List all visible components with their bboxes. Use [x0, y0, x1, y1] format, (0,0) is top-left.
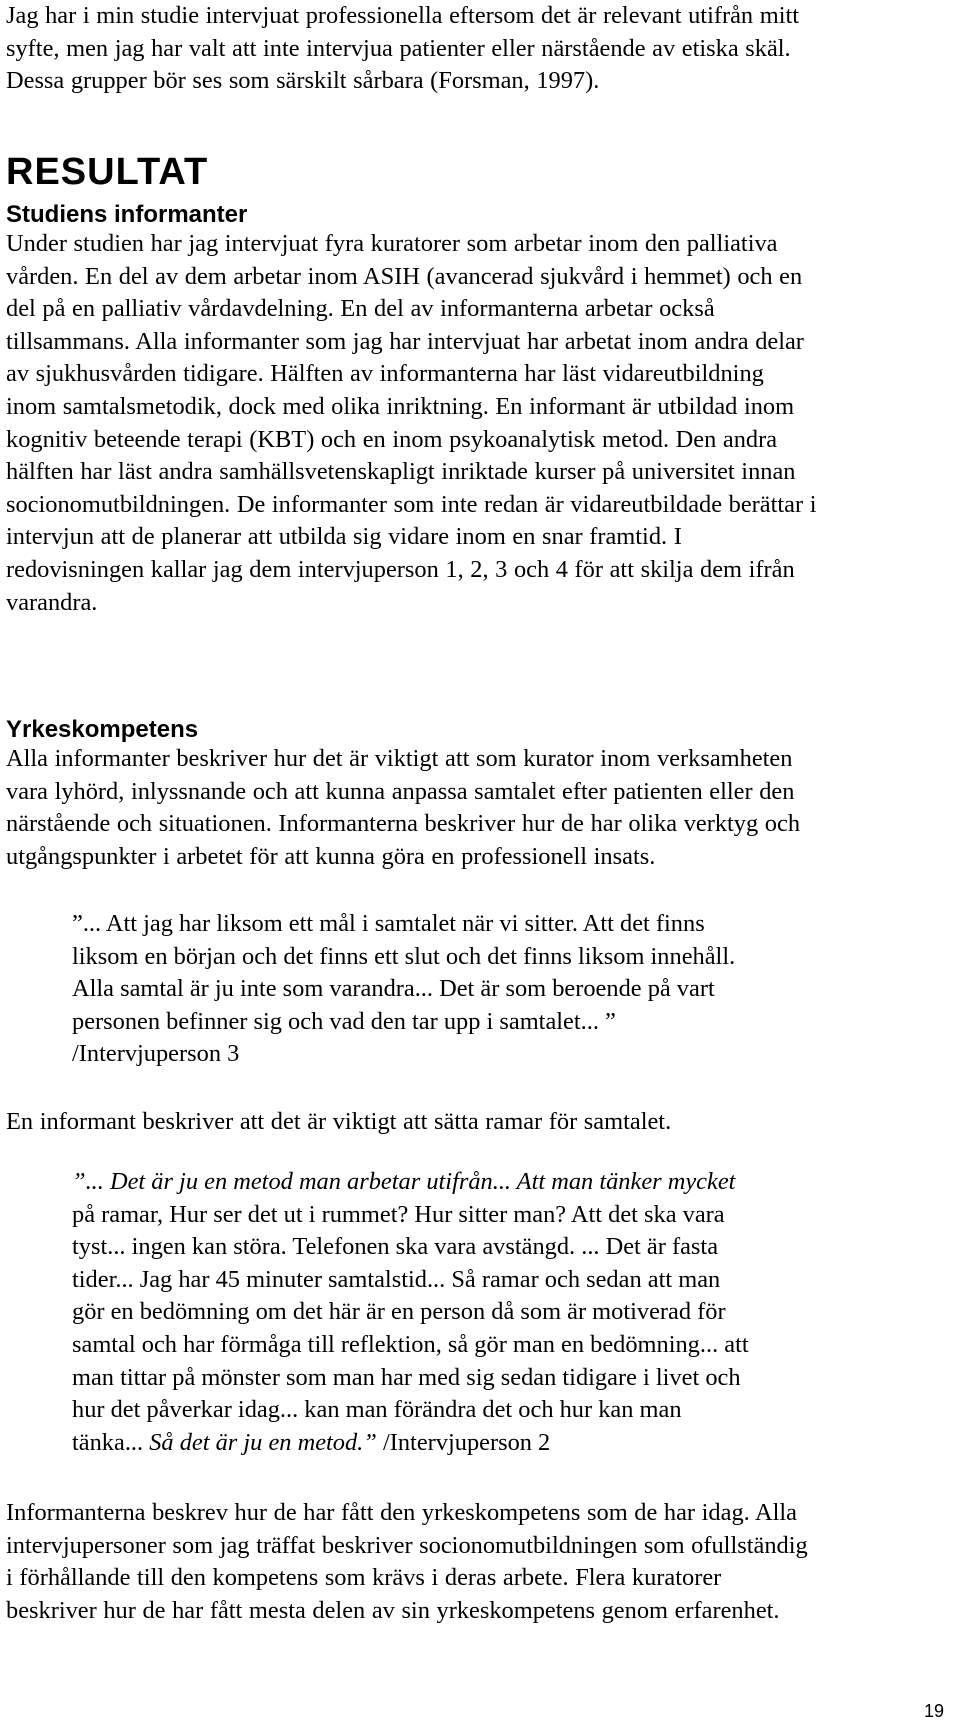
closing-paragraph — [6, 1497, 808, 1627]
text-line: av sjukhusvården tidigare. Hälften av informanterna har läst vidareutbildning — [6, 360, 764, 388]
text-line: Under studien har jag intervjuat fyra kuratorer som arbetar inom den palliativa — [6, 230, 778, 257]
quote-line: Alla samtal är ju inte som varandra... Det är som beroende på vart — [72, 975, 715, 1003]
quote-text: tänka... — [72, 1428, 150, 1456]
quote-line: på ramar, Hur ser det ut i rummet? Hur sitter man? Att det ska vara — [72, 1200, 725, 1228]
text-line: utgångspunkter i arbetet för att kunna göra en professionell insats. — [6, 842, 656, 870]
text-line: vården. En del av dem arbetar inom ASIH (avancerad sjukvård i hemmet) och en — [6, 262, 803, 290]
text-line: del på en palliativ vårdavdelning. En del av informanterna arbetar också — [6, 295, 715, 323]
text-line: intervjupersoner som jag träffat beskriver socionomutbildningen som ofullständig — [6, 1531, 808, 1559]
quote-line: tyst... ingen kan störa. Telefonen ska vara avstängd. ... Det är fasta — [72, 1233, 719, 1261]
quote-intervjuperson-2 — [72, 1166, 749, 1459]
text-line: En informant beskriver att det är viktigt att sätta ramar för samtalet. — [6, 1108, 672, 1135]
text-line: vara lyhörd, inlyssnande och att kunna anpassa samtalet efter patienten eller den — [6, 777, 795, 805]
intro-paragraph — [6, 0, 799, 98]
ramar-intro-paragraph — [6, 1106, 671, 1139]
text-line: intervjun att de planerar att utbilda sig vidare inom en snar framtid. I — [6, 523, 682, 551]
quote-line: tider... Jag har 45 minuter samtalstid... Så ramar och sedan att man — [72, 1265, 721, 1293]
text-line: i förhållande till den kompetens som krävs i deras arbete. Flera kuratorer — [6, 1564, 722, 1592]
yrkeskompetens-paragraph — [6, 743, 800, 873]
quote-attribution: /Intervjuperson 2 — [382, 1428, 551, 1456]
subheading-yrkeskompetens: Yrkeskompetens — [6, 716, 199, 743]
quote-line: personen befinner sig och vad den tar upp i samtalet... ” — [72, 1007, 616, 1035]
text-line: kognitiv beteende terapi (KBT) och en inom psykoanalytisk metod. Den andra — [6, 425, 778, 453]
quote-line: samtal och har förmåga till reflektion, så gör man en bedömning... att — [72, 1330, 749, 1358]
text-line: varandra. — [6, 588, 98, 616]
subheading-studiens-informanter: Studiens informanter — [6, 201, 248, 228]
quote-line: hur det påverkar idag... kan man förändra det och hur kan man — [72, 1396, 682, 1424]
quote-line: liksom en början och det finns ett slut och det finns liksom innehåll. — [72, 942, 736, 970]
quote-attribution: /Intervjuperson 3 — [72, 1040, 240, 1068]
quote-line: ”... Att jag har liksom ett mål i samtalet när vi sitter. Att det finns — [72, 910, 705, 937]
section-heading-resultat: RESULTAT — [6, 151, 209, 193]
quote-intervjuperson-3 — [72, 908, 735, 1071]
quote-line: gör en bedömning om det här är en person då som är motiverad för — [72, 1298, 726, 1326]
text-line: inom samtalsmetodik, dock med olika inriktning. En informant är utbildad inom — [6, 392, 795, 420]
text-line: redovisningen kallar jag dem intervjuperson 1, 2, 3 och 4 för att skilja dem ifrån — [6, 555, 795, 583]
text-line: socionomutbildningen. De informanter som inte redan är vidareutbildade berättar i — [6, 490, 817, 518]
text-line: Alla informanter beskriver hur det är viktigt att som kurator inom verksamheten — [6, 745, 793, 772]
text-line: Jag har i min studie intervjuat professionella eftersom det är relevant utifrån mitt — [6, 2, 800, 29]
quote-last-line — [72, 1427, 749, 1460]
text-line: tillsammans. Alla informanter som jag har intervjuat har arbetat inom andra delar — [6, 327, 804, 355]
quote-line: ”... Det är ju en metod man arbetar utifrån... Att man tänker mycket — [72, 1168, 736, 1195]
text-line: närstående och situationen. Informanterna beskriver hur de har olika verktyg och — [6, 810, 801, 838]
text-line: Dessa grupper bör ses som särskilt sårbara (Forsman, 1997). — [6, 67, 600, 95]
text-line: syfte, men jag har valt att inte intervjua patienter eller närstående av etiska skäl. — [6, 34, 791, 62]
quote-text-italic: Så det är ju en metod.” — [149, 1428, 383, 1456]
page-number: 19 — [923, 1701, 944, 1721]
text-line: Informanterna beskrev hur de har fått den yrkeskompetens som de har idag. Alla — [6, 1499, 797, 1526]
text-line: hälften har läst andra samhällsvetenskapligt inriktade kurser på universitet innan — [6, 458, 796, 486]
quote-line: man tittar på mönster som man har med sig sedan tidigare i livet och — [72, 1363, 741, 1391]
text-line: beskriver hur de har fått mesta delen av sin yrkeskompetens genom erfarenhet. — [6, 1596, 780, 1624]
informanter-paragraph — [6, 228, 817, 619]
